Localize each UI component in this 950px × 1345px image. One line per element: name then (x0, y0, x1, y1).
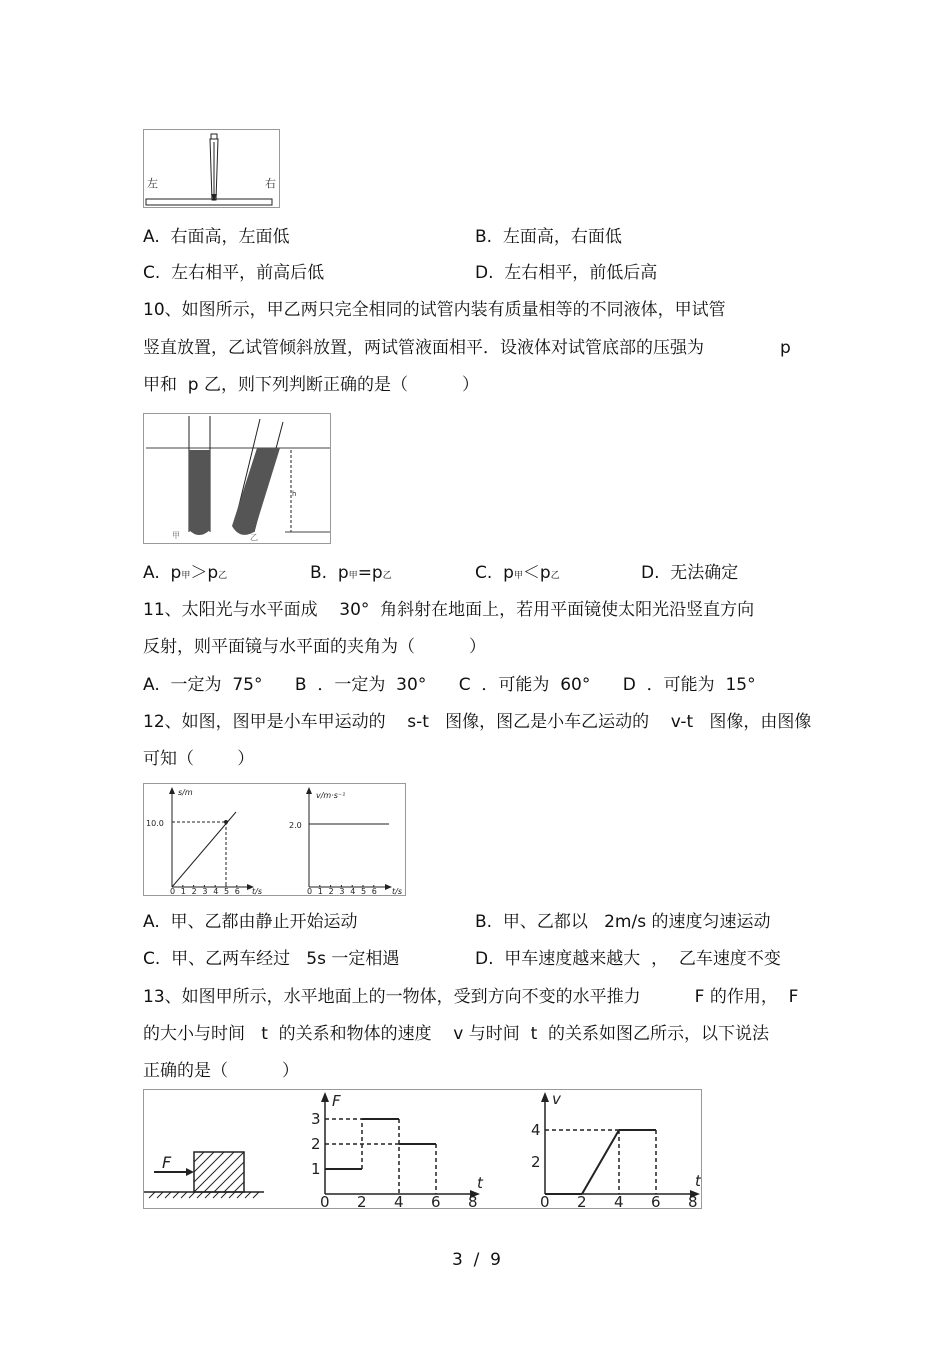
x-tick-label: 2 (577, 1193, 587, 1208)
tick-label: 5 (361, 887, 367, 895)
q10-line2-end: p (780, 338, 791, 358)
x-tick-label: 4 (614, 1193, 624, 1208)
q11-options: A. 一定为 75° B ．一定为 30° C ．可能为 60° D ．可能为 15° (143, 675, 756, 695)
st-t-axis-label: t/s (252, 887, 262, 895)
q10-option-c: C. p甲＜p乙 (475, 563, 560, 583)
tick-label: 1 (180, 887, 186, 895)
tick-label: 2 (191, 887, 197, 895)
q9-option-a: A. 右面高，左面低 (143, 227, 290, 247)
q10-line1: 10、如图所示，甲乙两只完全相同的试管内装有质量相等的不同液体，甲试管 (143, 300, 726, 320)
v-value-label: 2.0 (289, 821, 302, 830)
series-segment (582, 1130, 619, 1194)
vt13-t-axis-label: t (695, 1172, 701, 1190)
q13-line1: 13、如图甲所示，水平地面上的一物体，受到方向不变的水平推力 F 的作用， F (143, 987, 799, 1007)
tick-label: 6 (371, 887, 377, 895)
st-vt-figure (143, 783, 406, 896)
f-axis-label: F (332, 1092, 341, 1110)
tick-label: 3 (339, 887, 345, 895)
page-number: 3 / 9 (452, 1250, 501, 1270)
tick-label: 3 (202, 887, 208, 895)
x-tick-label: 0 (320, 1193, 330, 1208)
y-tick-label: 2 (311, 1135, 321, 1153)
level-figure (143, 129, 280, 208)
q12-option-a: A. 甲、乙都由静止开始运动 (143, 912, 358, 932)
x-tick-label: 8 (468, 1193, 478, 1208)
block-diagram (144, 1152, 264, 1198)
y-tick-label: 3 (311, 1110, 321, 1128)
q10-option-b: B. p甲=p乙 (310, 563, 392, 583)
v-axis-label-13: v (552, 1090, 561, 1108)
tick-label: 1 (317, 887, 323, 895)
x-tick-label: 4 (394, 1193, 404, 1208)
q12-line1: 12、如图，图甲是小车甲运动的 s-t 图像，图乙是小车乙运动的 v-t 图像，由图像 (143, 712, 812, 732)
tick-label: 4 (350, 887, 356, 895)
height-label: h (292, 490, 297, 498)
s-value-label: 10.0 (146, 819, 164, 828)
level-diagram (144, 130, 279, 207)
tick-label: 0 (170, 887, 176, 895)
q9-option-b: B. 左面高，右面低 (475, 227, 622, 247)
right-label: 右 (265, 177, 276, 190)
x-tick-label: 6 (431, 1193, 441, 1208)
y-tick-label: 2 (531, 1153, 541, 1171)
q13-line2: 的大小与时间 t 的关系和物体的速度 v 与时间 t 的关系如图乙所示，以下说法 (143, 1024, 770, 1044)
tick-label: 6 (234, 887, 240, 895)
test-tube-diagram (144, 414, 330, 543)
q12-line2: 可知（ ） (143, 749, 255, 769)
q11-line1: 11、太阳光与水平面成 30° 角斜射在地面上，若用平面镜使太阳光沿竖直方向 (143, 600, 755, 620)
st-vt-graphs (144, 784, 405, 895)
y-tick-label: 4 (531, 1121, 541, 1139)
test-tube-figure (143, 413, 331, 544)
tick-label: 0 (307, 887, 313, 895)
q10-line2: 竖直放置，乙试管倾斜放置，两试管液面相平．设液体对试管底部的压强为 (143, 338, 704, 358)
tick-label: 5 (224, 887, 230, 895)
q10-option-d: D. 无法确定 (641, 563, 739, 583)
x-tick-label: 2 (357, 1193, 367, 1208)
ft-t-axis-label: t (477, 1174, 483, 1192)
y-tick-label: 1 (311, 1160, 321, 1178)
q12-option-d: D. 甲车速度越来越大 ， 乙车速度不变 (475, 949, 781, 969)
q12-option-b: B. 甲、乙都以 2m/s 的速度匀速运动 (475, 912, 771, 932)
q9-option-d: D. 左右相平，前低后高 (475, 263, 658, 283)
f-t-graph (311, 1092, 484, 1208)
force-velocity-figure (143, 1089, 702, 1209)
left-label: 左 (147, 177, 158, 190)
x-tick-label: 0 (540, 1193, 550, 1208)
vt13-series (545, 1130, 656, 1194)
ft-series (325, 1119, 436, 1194)
q11-line2: 反射，则平面镜与水平面的夹角为（ ） (143, 637, 487, 657)
vt-t-axis-label: t/s (392, 887, 402, 895)
tick-label: 4 (213, 887, 219, 895)
x-tick-label: 8 (688, 1193, 698, 1208)
tick-label: 2 (328, 887, 334, 895)
jia-label: 甲 (172, 531, 180, 540)
q13-line3: 正确的是（ ） (143, 1061, 300, 1081)
force-velocity-graphs (144, 1090, 701, 1208)
st-point (224, 820, 228, 824)
yi-label: 乙 (250, 533, 258, 542)
v-axis-label: v/m·s⁻¹ (316, 791, 346, 800)
q10-line3: 甲和 p 乙，则下列判断正确的是（ ） (143, 375, 480, 395)
force-label: F (162, 1153, 172, 1172)
q9-option-c: C. 左右相平，前高后低 (143, 263, 325, 283)
x-tick-label: 6 (651, 1193, 661, 1208)
v-t-graph (531, 1090, 701, 1208)
q12-option-c: C. 甲、乙两车经过 5s 一定相遇 (143, 949, 400, 969)
q10-option-a: A. p甲＞p乙 (143, 563, 228, 583)
s-axis-label: s/m (178, 788, 193, 797)
